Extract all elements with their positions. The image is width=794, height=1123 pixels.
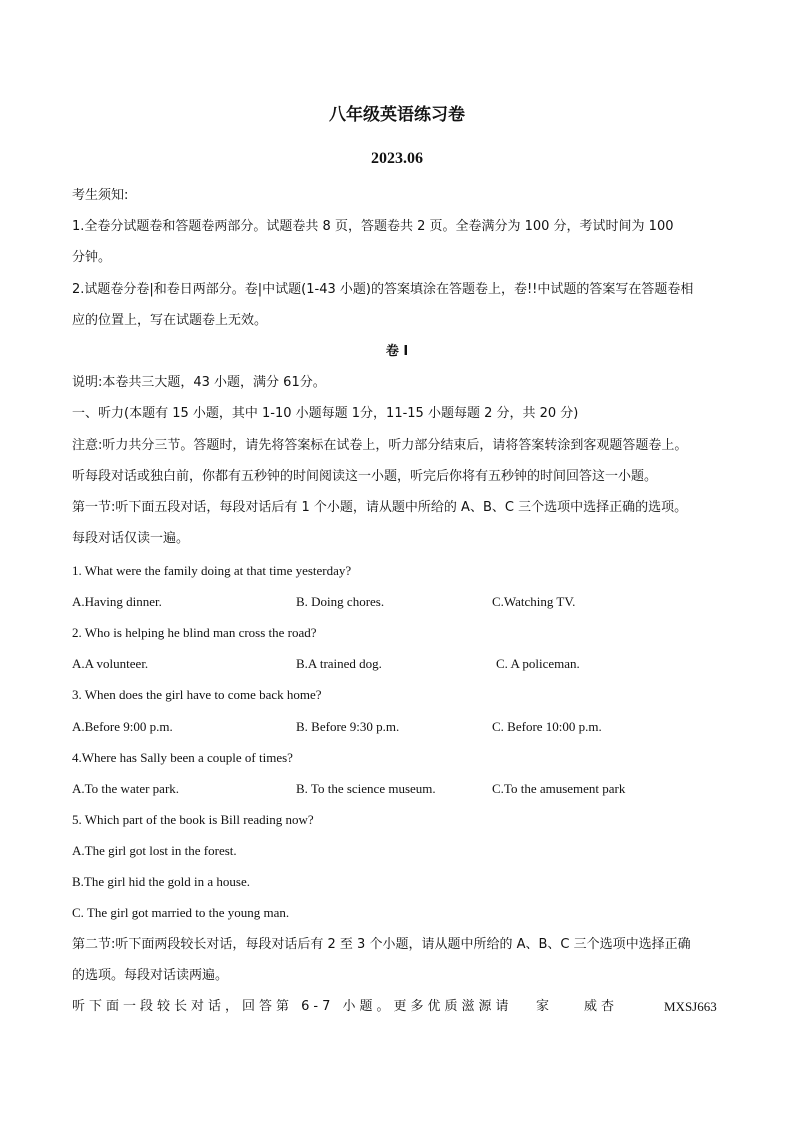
question-5-option-b: B.The girl hid the gold in a house. <box>72 874 251 889</box>
question-2-option-b: B.A trained dog. <box>296 656 382 671</box>
instruction-line-1: 注意:听力共分三节。答题时，请先将答案标在试卷上，听力部分结束后，请将答案转涂到客观题答题卷上。 <box>72 438 688 453</box>
watermark-word-2: 威杏 <box>584 999 619 1014</box>
exam-date: 2023.06 <box>371 150 423 167</box>
question-5-option-a: A.The girl got lost in the forest. <box>72 843 237 858</box>
question-2-option-a: A.A volunteer. <box>72 656 149 671</box>
question-5: 5. Which part of the book is Bill reading now? <box>72 812 314 827</box>
instruction-line-2: 听每段对话或独白前，你都有五秒钟的时间阅读这一小题，听完后你将有五秒钟的时间回答这一小题。 <box>72 469 658 484</box>
dialogue-instruction: 听下面一段较长对话，回答第 6-7 小题。更多优质滋源请 <box>72 999 513 1014</box>
watermark-code: MXSJ663 <box>664 999 717 1014</box>
notice-item-1-line-1: 1.全卷分试题卷和答题卷两部分。试题卷共 8 页，答题卷共 2 页。全卷满分为 100 分，考试时间为 100 <box>72 219 674 234</box>
question-2: 2. Who is helping he blind man cross the road? <box>72 625 317 640</box>
question-4-option-c: C.To the amusement park <box>492 781 626 796</box>
question-3: 3. When does the girl have to come back home? <box>72 687 322 702</box>
question-5-option-c: C. The girl got married to the young man. <box>72 905 290 920</box>
section-1-line-1: 第一节:听下面五段对话，每段对话后有 1 个小题，请从题中所给的 A、B、C 三个选项中选择正确的选项。 <box>72 500 688 515</box>
notice-heading: 考生须知: <box>72 188 129 203</box>
notice-item-1-line-2: 分钟。 <box>72 250 112 265</box>
question-3-option-a: A.Before 9:00 p.m. <box>72 719 173 734</box>
notice-item-2-line-2: 应的位置上，写在试题卷上无效。 <box>72 313 268 328</box>
question-4-option-a: A.To the water park. <box>72 781 180 796</box>
question-3-option-b: B. Before 9:30 p.m. <box>296 719 400 734</box>
section-1-line-2: 每段对话仅读一遍。 <box>72 531 190 546</box>
question-4-option-b: B. To the science museum. <box>296 781 436 796</box>
question-1-option-b: B. Doing chores. <box>296 594 385 609</box>
question-1: 1. What were the family doing at that time yesterday? <box>72 563 352 578</box>
section-2-line-2: 的选项。每段对话读两遍。 <box>72 968 229 983</box>
question-2-option-c: C. A policeman. <box>496 656 580 671</box>
section-2-line-1: 第二节:听下面两段较长对话，每段对话后有 2 至 3 个小题，请从题中所给的 A、B、C 三个选项中选择正确 <box>72 937 691 952</box>
watermark-word-1: 家 <box>536 999 550 1014</box>
question-3-option-c: C. Before 10:00 p.m. <box>492 719 602 734</box>
listening-part-title: 一、听力(本题有 15 小题，其中 1-10 小题每题 1分，11-15 小题每题 2 分，共 20 分) <box>72 406 579 421</box>
page-title: 八年级英语练习卷 <box>329 105 465 125</box>
question-4: 4.Where has Sally been a couple of times? <box>72 750 293 765</box>
question-1-option-c: C.Watching TV. <box>492 594 576 609</box>
section-heading: 卷 I <box>385 344 409 359</box>
notice-item-2-line-1: 2.试题卷分卷|和卷日两部分。卷|中试题(1-43 小题)的答案填涂在答题卷上，卷!!中试题的答案写在答题卷相 <box>72 282 694 297</box>
section-note: 说明:本卷共三大题，43 小题，满分 61分。 <box>72 375 326 390</box>
question-1-option-a: A.Having dinner. <box>72 594 162 609</box>
